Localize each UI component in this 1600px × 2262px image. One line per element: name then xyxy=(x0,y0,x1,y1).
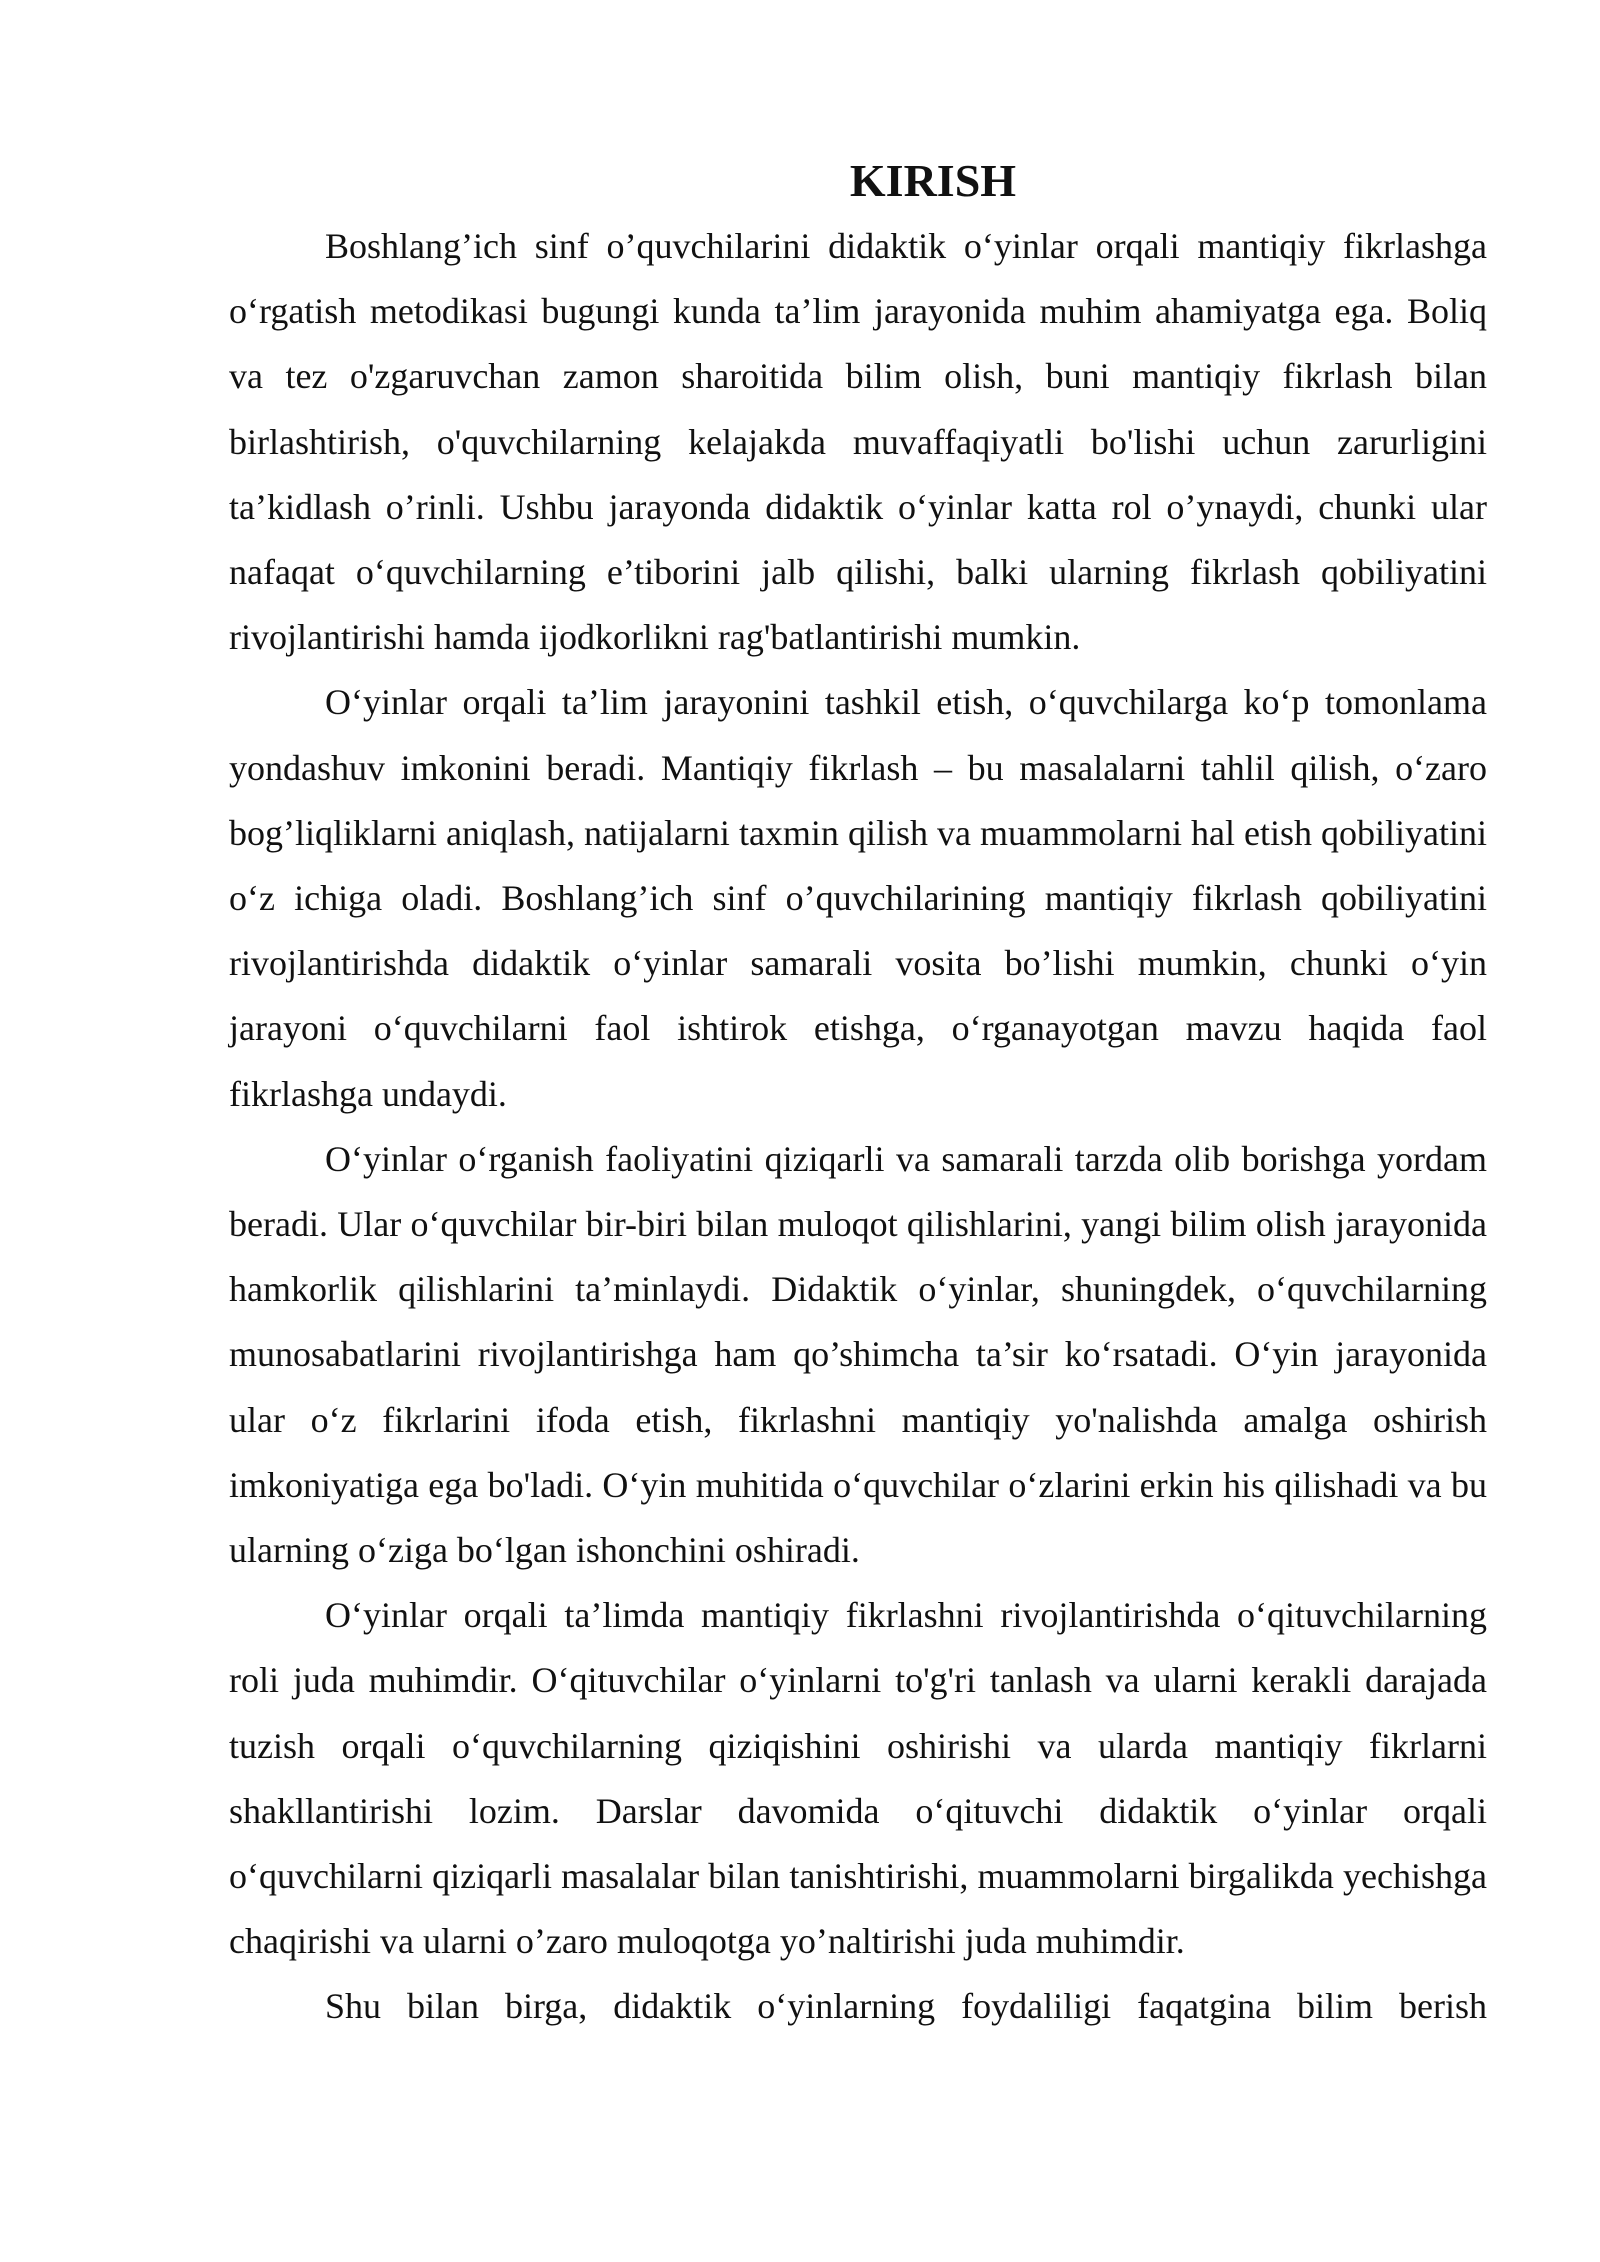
paragraph-4: O‘yinlar orqali ta’limda mantiqiy fikrlashni rivojlantirishda o‘qituvchilarning roli juda muhimdir. O‘qituvchilar o‘yinlarni to'g'ri tanlash va ularni kerakli darajada tuzish orqali o‘quvchilarning qiziqishini oshirishi va ularda mantiqiy fikrlarni shakllantirishi lozim. Darslar davomida o‘qituvchi didaktik o‘yinlar orqali o‘quvchilarni qiziqarli masalalar bilan tanishtirishi, muammolarni birgalikda yechishga chaqirishi va ularni o’zaro muloqotga yo’naltirishi juda muhimdir. xyxy=(229,1595,1487,1962)
paragraph-3: O‘yinlar o‘rganish faoliyatini qiziqarli va samarali tarzda olib borishga yordam beradi. Ular o‘quvchilar bir-biri bilan muloqot qilishlarini, yangi bilim olish jarayonida hamkorlik qilishlarini ta’minlaydi. Didaktik o‘yinlar, shuningdek, o‘quvchilarning munosabatlarini rivojlantirishga ham qo’shimcha ta’sir ko‘rsatadi. O‘yin jarayonida ular o‘z fikrlarini ifoda etish, fikrlashni mantiqiy yo'nalishda amalga oshirish imkoniyatiga ega bo'ladi. O‘yin muhitida o‘quvchilar o‘zlarini erkin his qilishadi va bu ularning o‘ziga bo‘lgan ishonchini oshiradi. xyxy=(229,1138,1487,1571)
paragraph-5: Shu bilan birga, didaktik o‘yinlarning foydaliligi faqatgina bilim berish xyxy=(325,1986,1487,2027)
paragraph-2: O‘yinlar orqali ta’lim jarayonini tashkil etish, o‘quvchilarga ko‘p tomonlama yondashuv imkonini beradi. Mantiqiy fikrlash – bu masalalarni tahlil qilish, o‘zaro bog’liqliklarni aniqlash, natijalarni taxmin qilish va muammolarni hal etish qobiliyatini o‘z ichiga oladi. Boshlang’ich sinf o’quvchilarining mantiqiy fikrlash qobiliyatini rivojlantirishda didaktik o‘yinlar samarali vosita bo’lishi mumkin, chunki o‘yin jarayoni o‘quvchilarni faol ishtirok etishga, o‘rganayotgan mavzu haqida faol fikrlashga undaydi. xyxy=(229,682,1487,1114)
paragraph-1: Boshlang’ich sinf o’quvchilarini didaktik o‘yinlar orqali mantiqiy fikrlashga o‘rgatish metodikasi bugungi kunda ta’lim jarayonida muhim ahamiyatga ega. Boliq va tez o'zgaruvchan zamon sharoitida bilim olish, buni mantiqiy fikrlash bilan birlashtirish, o'quvchilarning kelajakda muvaffaqiyatli bo'lishi uchun zarurligini ta’kidlash o’rinli. Ushbu jarayonda didaktik o‘yinlar katta rol o’ynaydi, chunki ular nafaqat o‘quvchilarning e’tiborini jalb qilishi, balki ularning fikrlash qobiliyatini rivojlantirishi hamda ijodkorlikni rag'batlantirishi mumkin. xyxy=(229,226,1487,658)
page-title: KIRISH xyxy=(849,155,1017,206)
document-body xyxy=(229,150,1487,2040)
